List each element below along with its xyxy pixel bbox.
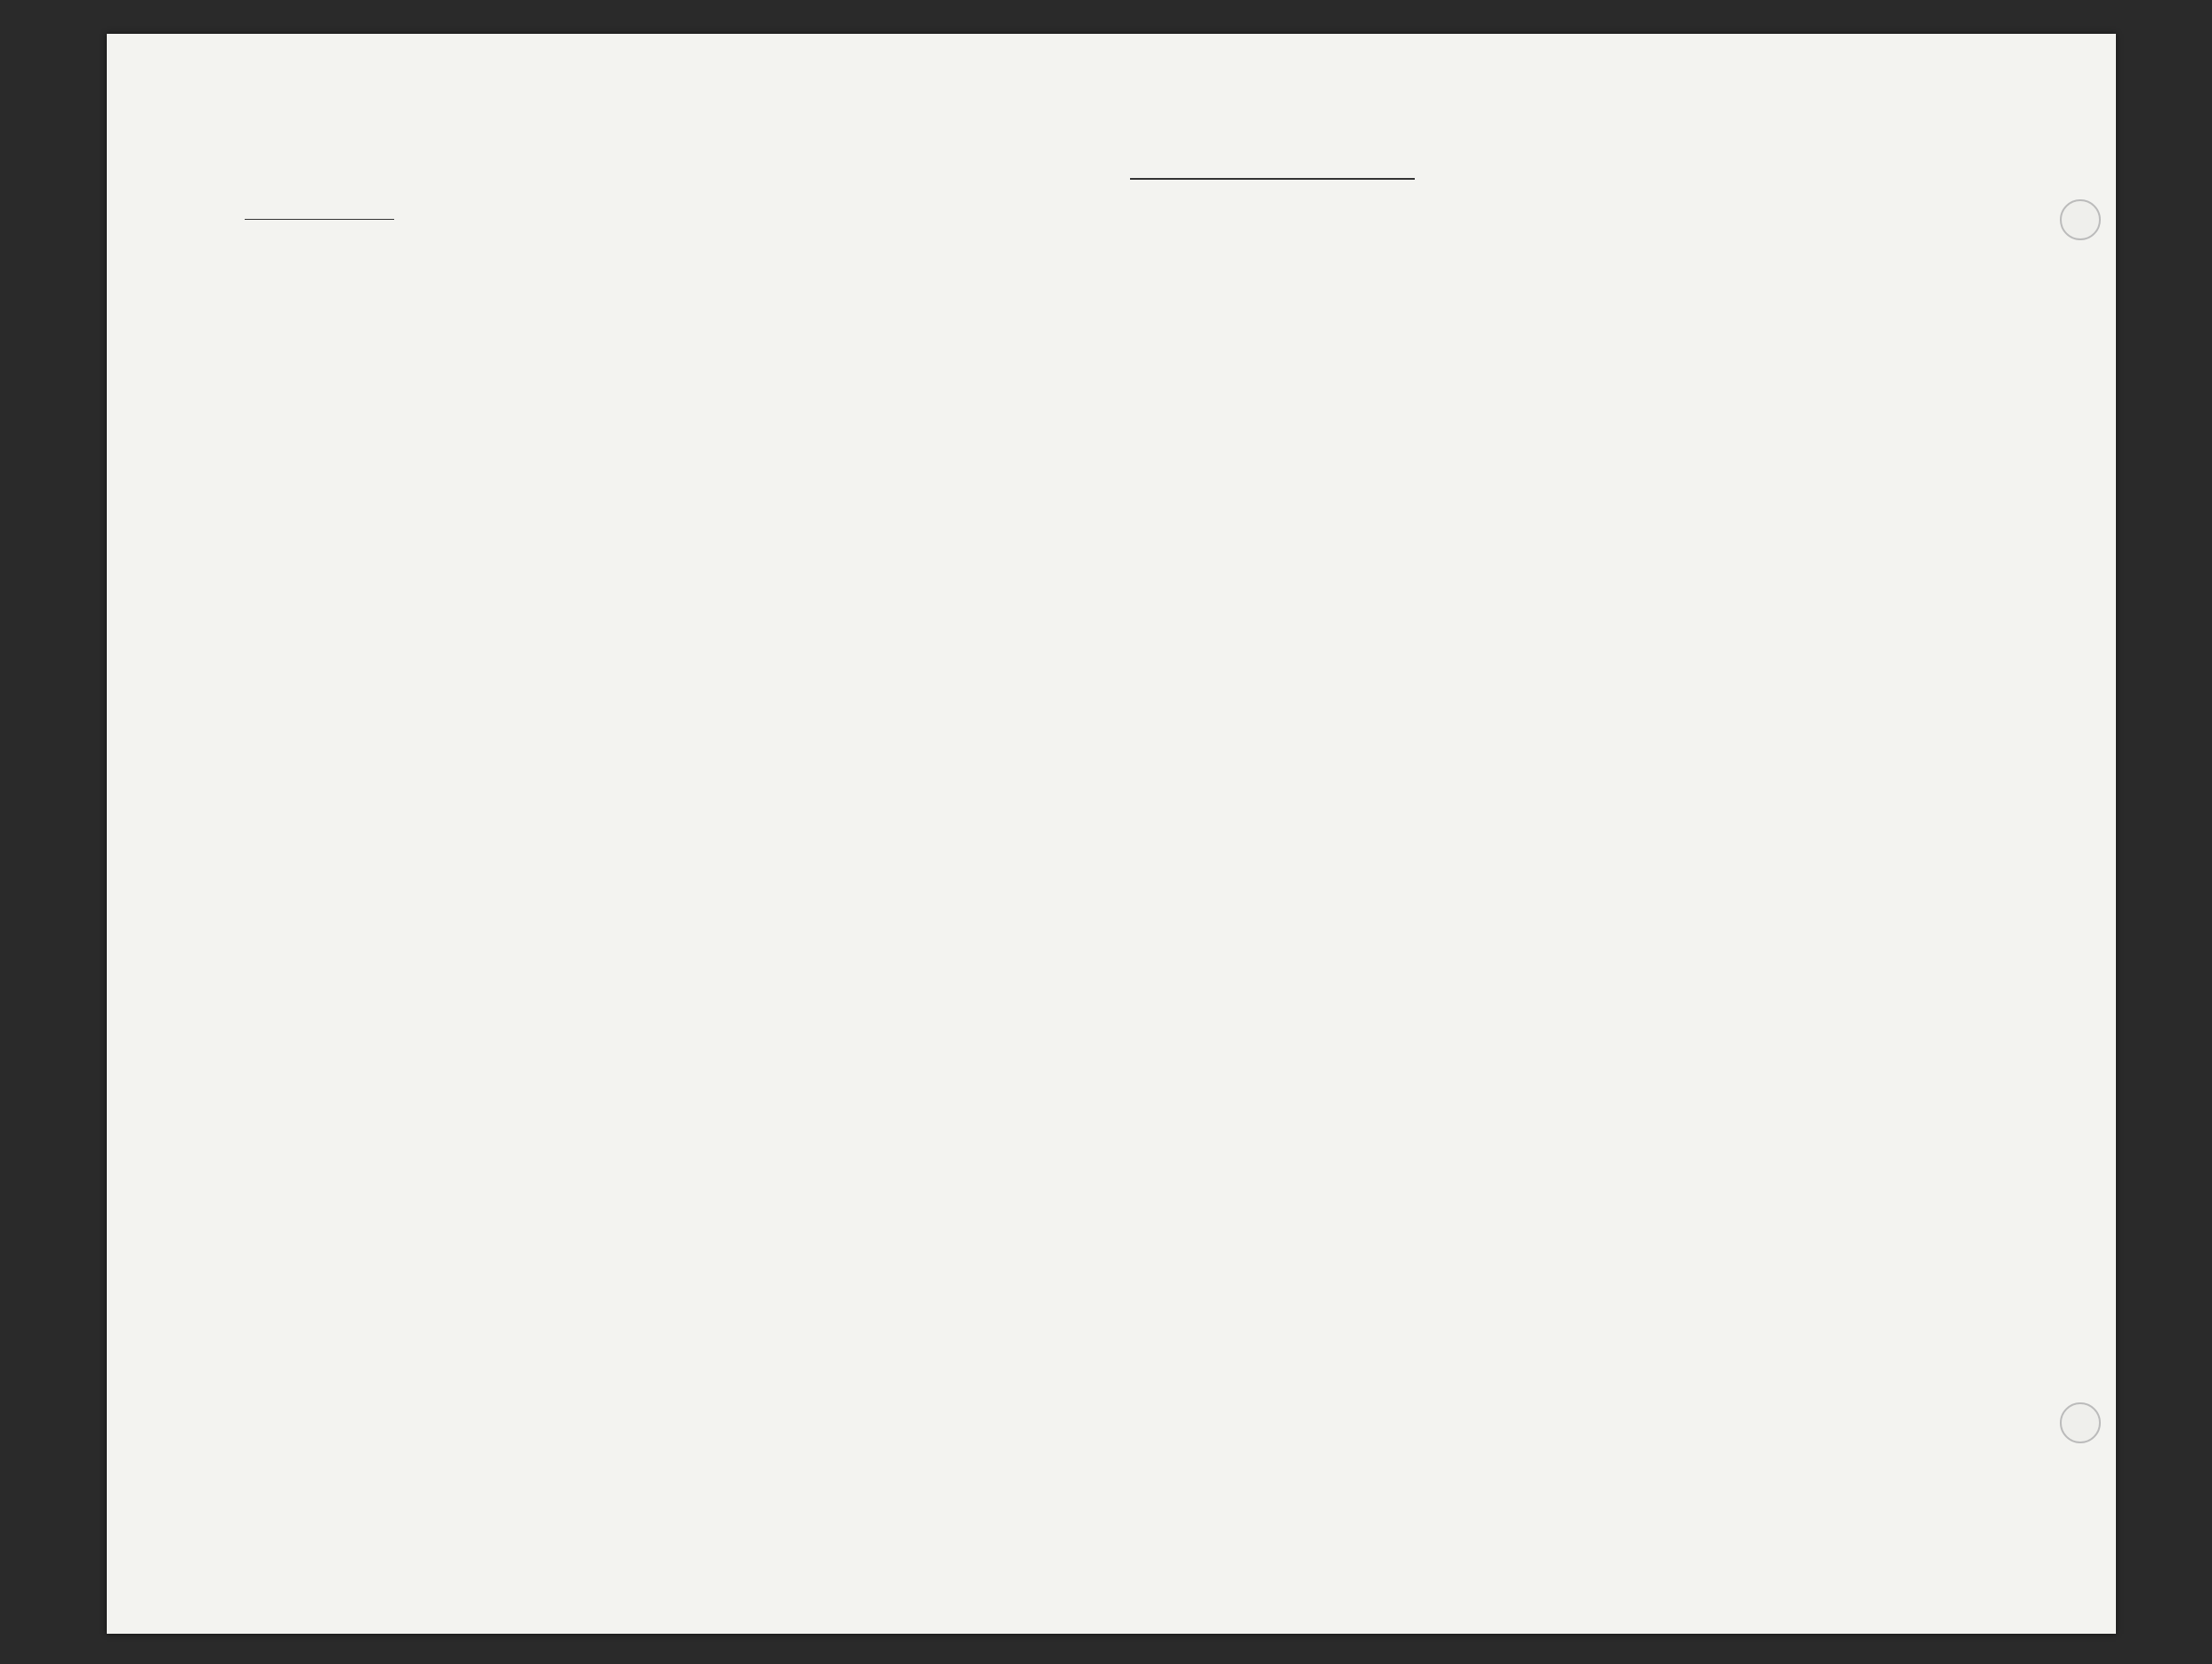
- binder-hole-top: [2060, 199, 2101, 240]
- year-line: [245, 219, 394, 220]
- cemetery-line: [1130, 178, 1415, 180]
- ledger-grid: [107, 34, 2116, 1634]
- register-sheet: [107, 34, 2116, 1634]
- register-header: [107, 34, 2116, 231]
- binder-hole-bottom: [2060, 1402, 2101, 1443]
